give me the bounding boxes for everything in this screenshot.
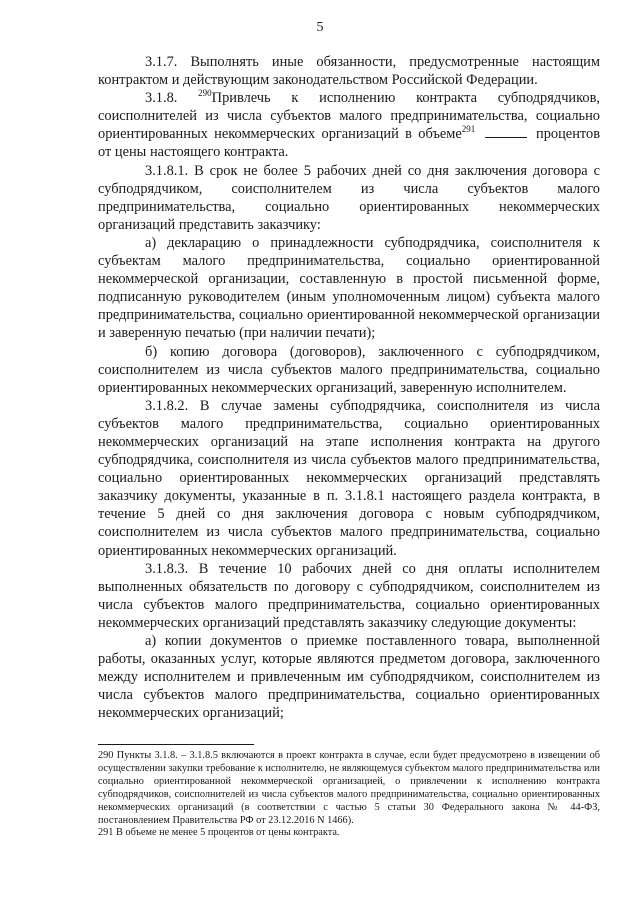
paragraph-3-1-8 bbox=[98, 89, 600, 161]
paragraph-3-1-8-1: 3.1.8.1. В срок не более 5 рабочих дней со дня заключения договора с субподрядчиком, соисполнителем из числа субъектов малого предпринимательства, социально ориентированных некоммерческих организаций представить заказчику: bbox=[98, 162, 600, 233]
paragraph-3-1-7: 3.1.7. Выполнять иные обязанности, предусмотренные настоящим контрактом и действующим законодательством Российской Федерации. bbox=[98, 54, 600, 89]
clause-number: 3.1.8. bbox=[145, 90, 178, 107]
footnote-291: 291 В объеме не менее 5 процентов от цены контракта. bbox=[98, 827, 340, 839]
list-item-a-acceptance-docs: а) копии документов о приемке поставленного товара, выполненной работы, оказанных услуг, которые являются предметом договора, заключенного между исполнителем и привлеченным им субподрядчиком, соисполнителем из числа субъектов малого предпринимательства, социально ориентированных некоммерческих организаций; bbox=[98, 633, 600, 722]
paragraph-3-1-8-2: 3.1.8.2. В случае замены субподрядчика, соисполнителя из числа субъектов малого предпринимательства, социально ориентированных некоммерческих организаций на этапе исполнения контракта на другого субподрядчика, соисполнителя из числа субъектов малого предпринимательства, социально ориентированных некоммерческих организаций представлять заказчику документы, указанные в п. 3.1.8.1 настоящего раздела контракта, в течение 5 дней со дня заключения договора с новым субподрядчиком, соисполнителем из числа субъектов малого предпринимательства, социально ориентированных некоммерческих организаций. bbox=[98, 397, 600, 559]
volume-blank bbox=[485, 127, 527, 138]
clause-text: Привлечь к исполнению контракта субподрядчиков, соисполнителей из числа субъектов малого предпринимательства, социально ориентированных некоммерческих организаций в объеме bbox=[98, 90, 600, 143]
clause-text-end: процентов от цены настоящего контракта. bbox=[98, 126, 600, 161]
footnote-ref-291: 291 bbox=[461, 124, 476, 135]
page-number: 5 bbox=[316, 20, 324, 35]
paragraph-3-1-8-3: 3.1.8.3. В течение 10 рабочих дней со дня оплаты исполнителем выполненных обязательств по договору с субподрядчиком, соисполнителем из числа субъектов малого предпринимательства, социально ориентированных некоммерческих организаций представлять заказчику следующие документы: bbox=[98, 560, 600, 631]
list-item-b-contract-copy: б) копию договора (договоров), заключенного с субподрядчиком, соисполнителем из числа субъектов малого предпринимательства, социально ориентированных некоммерческих организаций, заверенную исполнителем. bbox=[98, 343, 600, 396]
footnotes bbox=[98, 750, 600, 840]
list-item-a-declaration: а) декларацию о принадлежности субподрядчика, соисполнителя к субъектам малого предпринимательства, социально ориентированной некоммерческой организации, составленную в простой письменной форме, подписанную руководителем (иным уполномоченным лицом) субъекта малого предпринимательства, социально ориентированной некоммерческой организации и заверенную печатью (при наличии печати); bbox=[98, 234, 600, 342]
contract-body bbox=[98, 53, 600, 722]
footnote-290: 290 Пункты 3.1.8. – 3.1.8.5 включаются в проект контракта в случае, если будет предусмотрено в извещении об осуществлении закупки требование к исполнителю, не являющемуся субъектом малого предпринимательства или социально ориентированной некоммерческой организацией, о привлечении к исполнению контракта субподрядчиков, соисполнителей из числа субъектов малого предпринимательства, социально ориентированных некоммерческих организаций (в соответствии с частью 5 статьи 30 Федерального закона № 44-ФЗ, постановлением Правительства РФ от 23.12.2016 N 1466). bbox=[98, 750, 600, 826]
footnote-divider bbox=[98, 744, 254, 745]
footnote-ref-290: 290 bbox=[198, 88, 212, 99]
